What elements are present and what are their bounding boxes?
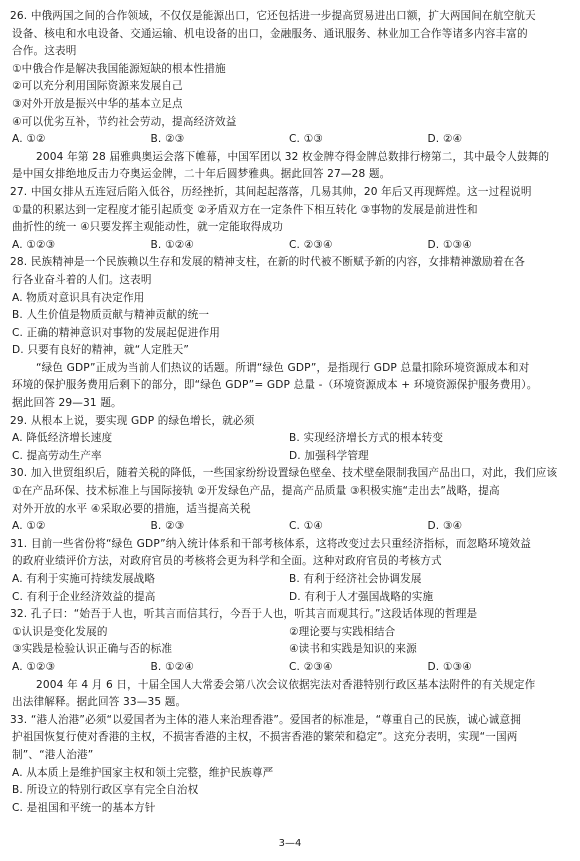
question-text: 合作。这表明 — [12, 45, 77, 58]
statement-item: ③实践是检验认识正确与否的标准 — [12, 643, 173, 656]
option-c: C. 有利于企业经济效益的提高 — [12, 590, 156, 603]
option-c: C. ①④ — [289, 520, 323, 533]
option-b: B. ①②④ — [150, 660, 194, 673]
question-29 — [10, 413, 566, 466]
option-b: B. 人生价值是物质贡献与精神贡献的统一 — [12, 309, 210, 322]
question-text: ①量的积累达到一定程度才能引起质变 ②矛盾双方在一定条件下相互转化 ③事物的发展是前进性和 — [12, 203, 478, 216]
option-a: A. ①②③ — [12, 660, 56, 673]
material-text: 环境的保护服务费用后剩下的部分，即“绿色 GDP”= GDP 总量 -（环境资源成本 + 环境资源保护服务费用）。 — [12, 379, 538, 392]
question-text: 制”、“港人治港” — [12, 748, 94, 761]
option-a: A. ①② — [12, 520, 46, 533]
statement-item: ④读书和实践是知识的来源 — [289, 643, 417, 656]
question-27 — [10, 184, 566, 254]
question-26 — [10, 8, 566, 149]
question-33 — [10, 712, 566, 818]
material-text: 据此回答 29—31 题。 — [12, 397, 122, 410]
material-29-31 — [10, 360, 566, 413]
question-text: 的政府业绩评价方法，对政府官员的考核将会更为科学和全面。这种对政府官员的考核方式 — [12, 555, 442, 568]
material-text: 2004 年第 28 届雅典奥运会落下帷幕，中国军团以 32 枚金牌夺得金牌总数排行榜第二，其中最令人鼓舞的 — [36, 150, 550, 163]
option-a: A. 有利于实施可持续发展战略 — [12, 573, 156, 585]
material-27-28 — [10, 149, 566, 184]
question-text: 32. 孔子曰：“始吾于人也，听其言而信其行，今吾于人也，听其言而观其行。”这段话体现的哲理是 — [10, 608, 478, 621]
option-b: B. 实现经济增长方式的根本转变 — [289, 432, 444, 445]
option-d: D. ①③④ — [427, 660, 472, 673]
question-32 — [10, 606, 566, 676]
question-text: ①在产品环保、技术标准上与国际接轨 ②开发绿色产品，提高产品质量 ③积极实施“走出去”战略，提高 — [12, 485, 500, 498]
material-text: 出法律解释。据此回答 33—35 题。 — [12, 696, 187, 709]
question-text: 33. “港人治港”必须“以爱国者为主体的港人来治理香港”。爱国者的标准是，“尊重自己的民族，诚心诚意拥 — [10, 713, 521, 726]
question-text: 26. 中俄两国之间的合作领域，不仅仅是能源出口，它还包括进一步提高贸易进出口额，扩大两国间在航空航天 — [10, 10, 536, 22]
option-c: C. 正确的精神意识对事物的发展起促进作用 — [12, 326, 220, 339]
option-a: A. 降低经济增长速度 — [12, 432, 113, 445]
option-a: A. ①②③ — [12, 238, 56, 251]
option-c: C. ②③④ — [289, 238, 333, 251]
question-text: 29. 从根本上说，要实现 GDP 的绿色增长，就必须 — [10, 414, 255, 427]
statement-item: ④可以优劣互补，节约社会劳动，提高经济效益 — [12, 115, 237, 128]
option-d: D. ②④ — [427, 133, 463, 146]
question-text: 行各业奋斗着的人们。这表明 — [12, 273, 152, 286]
option-d: D. ③④ — [427, 520, 463, 533]
question-text: 28. 民族精神是一个民族赖以生存和发展的精神支柱，在新的时代被不断赋予新的内容，女排精神激励着在各 — [10, 256, 526, 269]
statement-items — [10, 624, 566, 642]
answer-options — [10, 448, 566, 466]
answer-options — [10, 571, 566, 589]
material-33-35 — [10, 677, 566, 712]
option-b: B. 所设立的特别行政区享有完全自治权 — [12, 784, 199, 797]
option-b: B. ②③ — [150, 133, 185, 146]
answer-options — [10, 237, 566, 255]
option-c: C. 提高劳动生产率 — [12, 449, 102, 462]
question-text: 护祖国恢复行使对香港的主权，不损害香港的主权，不损害香港的繁荣和稳定”。这充分表明，实现“一国两 — [12, 731, 518, 744]
statement-items — [10, 641, 566, 659]
option-c: C. ②③④ — [289, 660, 333, 673]
answer-options — [10, 589, 566, 607]
question-text: 31. 目前一些省份将“绿色 GDP”纳入统计体系和干部考核体系，这将改变过去只重经济指标，而忽略环境效益 — [10, 537, 531, 550]
statement-item: ①认识是变化发展的 — [12, 625, 108, 638]
question-30 — [10, 465, 566, 535]
option-c: C. ①③ — [289, 133, 323, 146]
statement-item: ①中俄合作是解决我国能源短缺的根本性措施 — [12, 62, 226, 75]
answer-options — [10, 430, 566, 448]
answer-options — [10, 659, 566, 677]
question-text: 30. 加入世贸组织后，随着关税的降低，一些国家纷纷设置绿色壁垒、技术壁垒限制我国产品出口，对此，我们应该 — [10, 467, 558, 480]
option-c: C. 是祖国和平统一的基本方针 — [12, 801, 156, 814]
answer-options — [10, 518, 566, 536]
option-b: B. 有利于经济社会协调发展 — [289, 573, 422, 585]
question-text: 曲折性的统一 ④只要发挥主观能动性，就一定能取得成功 — [12, 221, 284, 234]
option-a: A. ①② — [12, 133, 46, 146]
option-a: A. 从本质上是维护国家主权和领土完整，维护民族尊严 — [12, 766, 274, 779]
option-d: D. 有利于人才强国战略的实施 — [289, 590, 434, 603]
page-number: 3—4 — [278, 838, 302, 850]
material-text: 2004 年 4 月 6 日，十届全国人大常委会第八次会议依据宪法对香港特别行政区基本法附件的有关规定作 — [36, 678, 536, 691]
option-d: D. 加强科学管理 — [289, 449, 369, 462]
option-d: D. ①③④ — [427, 238, 472, 251]
option-b: B. ①②④ — [150, 238, 194, 251]
question-31 — [10, 536, 566, 606]
statement-item: ②可以充分利用国际资源来发展自己 — [12, 80, 183, 93]
question-28 — [10, 254, 566, 360]
option-a: A. 物质对意识具有决定作用 — [12, 291, 145, 304]
question-text: 设备、核电和水电设备、交通运输、机电设备的出口，金融服务、通讯服务、林业加工合作等诸多内容丰富的 — [12, 27, 528, 40]
option-b: B. ②③ — [150, 520, 185, 533]
option-d: D. 只要有良好的精神，就“人定胜天” — [12, 344, 190, 357]
material-text: 是中国女排绝地反击力夺奥运金牌，二十年后圆梦雅典。据此回答 27—28 题。 — [12, 168, 391, 181]
answer-options — [10, 131, 566, 149]
statement-item: ③对外开放是振兴中华的基本立足点 — [12, 97, 183, 110]
question-text: 对外开放的水平 ④采取必要的措施，适当提高关税 — [12, 502, 251, 515]
material-text: “绿色 GDP”正成为当前人们热议的话题。所谓“绿色 GDP”，是指现行 GDP 总量扣除环境资源成本和对 — [36, 361, 530, 374]
question-text: 27. 中国女排从五连冠后陷入低谷，历经挫折，其间起起落落，几易其帅，20 年后又再现辉煌。这一过程说明 — [10, 185, 532, 198]
statement-item: ②理论要与实践相结合 — [289, 625, 396, 638]
